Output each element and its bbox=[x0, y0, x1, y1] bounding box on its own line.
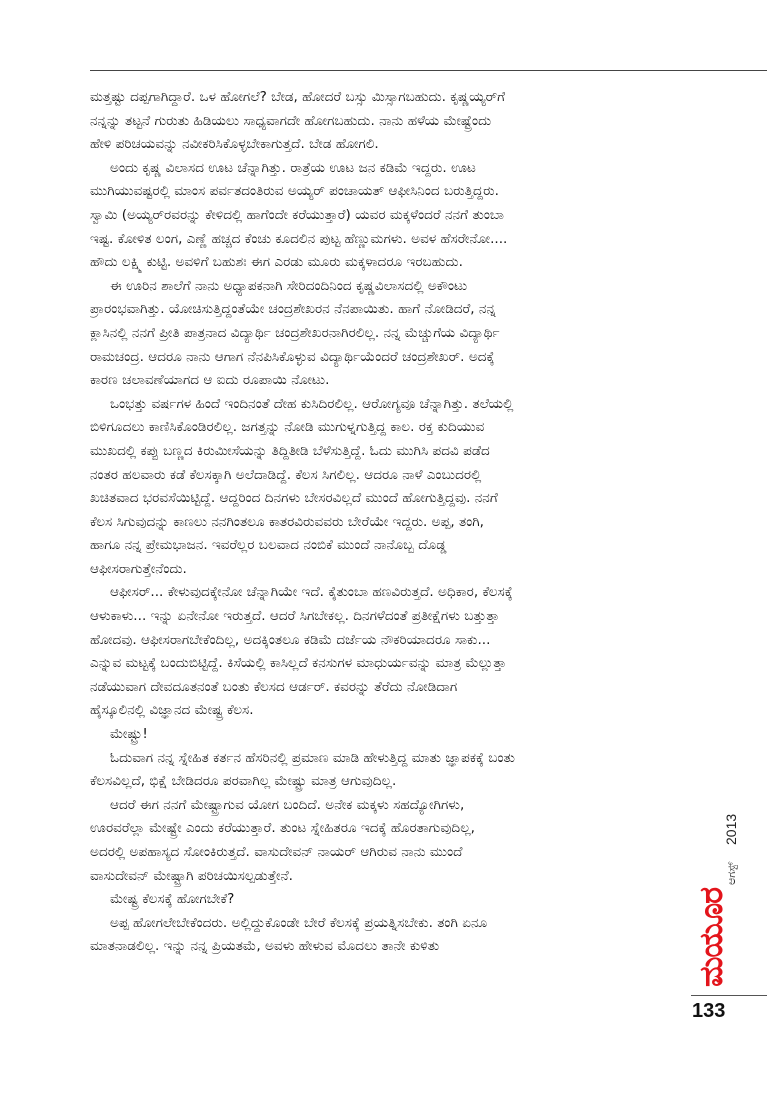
header-rule bbox=[90, 70, 767, 71]
magazine-logo: ಮಯೂರ bbox=[692, 887, 730, 987]
text-line: ಕೆಲಸ ಸಿಗುವುದನ್ನು ಕಾಣಲು ನನಗಿಂತಲೂ ಕಾತರವಿರುವವರು ಬೇರೆಯೇ ಇದ್ದರು. ಅಪ್ಪ, ತಂಗಿ, bbox=[90, 513, 485, 530]
text-line: ಹೌದು ಲಕ್ಷ್ಮಿ ಕುಟ್ಟಿ. ಅವಳಿಗೆ ಬಹುಶಃ ಈಗ ಎರಡು ಮೂರು ಮಕ್ಕಳಾದರೂ ಇರಬಹುದು. bbox=[90, 254, 463, 271]
text-line: ಒಂಭತ್ತು ವರ್ಷಗಳ ಹಿಂದೆ ಇಂದಿನಂತೆ ದೇಹ ಕುಸಿದಿರಲಿಲ್ಲ. ಆರೋಗ್ಯವೂ ಚೆನ್ನಾಗಿತ್ತು. ತಲೆಯಲ್ಲಿ bbox=[110, 395, 514, 412]
text-line: ಆಫೀಸರ್... ಕೇಳುವುದಕ್ಕೇನೋ ಚೆನ್ನಾಗಿಯೇ ಇದೆ. ಕೈತುಂಬಾ ಹಣವಿರುತ್ತದೆ. ಅಧಿಕಾರ, ಕೆಲಸಕ್ಕೆ bbox=[110, 584, 513, 601]
text-line: ಮುಖದಲ್ಲಿ ಕಪ್ಪು ಬಣ್ಣದ ಕಿರುಮೀಸೆಯನ್ನು ತಿದ್ದಿತೀಡಿ ಬೆಳೆಸುತ್ತಿದ್ದೆ. ಓದು ಮುಗಿಸಿ ಪದವಿ ಪಡೆದ bbox=[90, 442, 490, 459]
text-line: ನಡೆಯುವಾಗ ದೇವದೂತನಂತೆ ಬಂತು ಕೆಲಸದ ಆರ್ಡರ್. ಕವರನ್ನು ತೆರೆದು ನೋಡಿದಾಗ bbox=[90, 678, 458, 695]
text-line: ರಾಮಚಂದ್ರ. ಆದರೂ ನಾನು ಆಗಾಗ ನೆನಪಿಸಿಕೊಳ್ಳುವ ವಿದ್ಯಾರ್ಥಿಯೆಂದರೆ ಚಂದ್ರಶೇಖರ್. ಅದಕ್ಕೆ bbox=[90, 348, 495, 365]
text-line: ಬಿಳಿಗೂದಲು ಕಾಣಿಸಿಕೊಂಡಿರಲಿಲ್ಲ. ಜಗತ್ತನ್ನು ನೋಡಿ ಮುಗುಳ್ನಗುತ್ತಿದ್ದ ಕಾಲ. ರಕ್ತ ಕುದಿಯುವ bbox=[90, 419, 485, 436]
text-line: ಖಚಿತವಾದ ಭರವಸೆಯಿಟ್ಟಿದ್ದೆ. ಆದ್ದರಿಂದ ದಿನಗಳು ಬೇಸರವಿಲ್ಲದೆ ಮುಂದೆ ಹೋಗುತ್ತಿದ್ದವು. ನನಗೆ bbox=[90, 490, 498, 507]
page-number: 133 bbox=[692, 1000, 726, 1022]
text-line: ಮತ್ತಷ್ಟು ದಪ್ಪಗಾಗಿದ್ದಾರೆ. ಒಳ ಹೋಗಲೆ? ಬೇಡ, ಹೋದರೆ ಬಸ್ಸು ಮಿಸ್ಸಾಗಬಹುದು. ಕೃಷ್ಣಯ್ಯರ್‌ಗೆ bbox=[90, 89, 506, 105]
issue-month: ಆಗಸ್ಟ್ bbox=[725, 861, 738, 885]
text-line: ಹೋದವು. ಆಫೀಸರಾಗಬೇಕೆಂದಿಲ್ಲ, ಅದಕ್ಕಿಂತಲೂ ಕಡಿಮೆ ದರ್ಜೆಯ ನೌಕರಿಯಾದರೂ ಸಾಕು... bbox=[90, 631, 491, 648]
text-line: ಕೆಲಸವಿಲ್ಲದೆ, ಭಿಕ್ಷೆ ಬೇಡಿದರೂ ಪರವಾಗಿಲ್ಲ ಮೇಷ್ಟ್ರು ಮಾತ್ರ ಆಗುವುದಿಲ್ಲ. bbox=[90, 773, 397, 790]
text-line: ಪ್ರಾರಂಭವಾಗಿತ್ತು. ಯೋಚಿಸುತ್ತಿದ್ದಂತೆಯೇ ಚಂದ್ರಶೇಖರನ ನೆನಪಾಯಿತು. ಹಾಗೆ ನೋಡಿದರೆ, ನನ್ನ bbox=[90, 301, 496, 318]
text-line: ಮೇಷ್ಟ್ರು! bbox=[110, 726, 148, 743]
text-line: ಓದುವಾಗ ನನ್ನ ಸ್ನೇಹಿತ ಕರ್ತನ ಹೆಸರಿನಲ್ಲಿ ಪ್ರಮಾಣ ಮಾಡಿ ಹೇಳುತ್ತಿದ್ದ ಮಾತು ಜ್ಞಾಪಕಕ್ಕೆ ಬಂತು bbox=[110, 749, 515, 766]
text-line: ನನ್ನನ್ನು ತಟ್ಟನೆ ಗುರುತು ಹಿಡಿಯಲು ಸಾಧ್ಯವಾಗದೇ ಹೋಗಬಹುದು. ನಾನು ಹಳೆಯ ಮೇಷ್ಟ್ರೆಂದು bbox=[90, 112, 492, 129]
text-line: ಆಳುಕಾಳು... ಇನ್ನು ಏನೇನೋ ಇರುತ್ತದೆ. ಆದರೆ ಸಿಗಬೇಕಲ್ಲ. ದಿನಗಳೆದಂತೆ ಪ್ರತೀಕ್ಷೆಗಳು ಬತ್ತುತ್ತಾ bbox=[90, 608, 500, 625]
page-number-rule bbox=[691, 995, 767, 996]
text-line: ನಂತರ ಹಲವಾರು ಕಡೆ ಕೆಲಸಕ್ಕಾಗಿ ಅಲೆದಾಡಿದ್ದೆ. ಕೆಲಸ ಸಿಗಲಿಲ್ಲ. ಆದರೂ ನಾಳೆ ಎಂಬುದರಲ್ಲಿ bbox=[90, 466, 482, 483]
text-line: ಎನ್ನುವ ಮಟ್ಟಕ್ಕೆ ಬಂದುಬಿಟ್ಟಿದ್ದೆ. ಕಿಸೆಯಲ್ಲಿ ಕಾಸಿಲ್ಲದೆ ಕನಸುಗಳ ಮಾಧುರ್ಯವನ್ನು ಮಾತ್ರ ಮೆಲ್ಲುತ್ತಾ bbox=[90, 655, 507, 672]
text-line: ಅಪ್ಪ ಹೋಗಲೇಬೇಕೆಂದರು. ಅಲ್ಲಿದ್ದುಕೊಂಡೇ ಬೇರೆ ಕೆಲಸಕ್ಕೆ ಪ್ರಯತ್ನಿಸಬೇಕು. ತಂಗಿ ಏನೂ bbox=[110, 914, 488, 931]
text-line: ಆಫೀಸರಾಗುತ್ತೇನೆಂದು. bbox=[90, 560, 187, 577]
text-line: ಇಷ್ಟ. ಕೋಳಿತ ಲಂಗ, ಎಣ್ಣೆ ಹಚ್ಚದ ಕೆಂಚು ಕೂದಲಿನ ಪುಟ್ಟ ಹೆಣ್ಣುಮಗಳು. ಅವಳ ಹೆಸರೇನೋ.... bbox=[90, 230, 508, 247]
text-line: ಕ್ಲಾಸಿನಲ್ಲಿ ನನಗೆ ಪ್ರೀತಿ ಪಾತ್ರನಾದ ವಿದ್ಯಾರ್ಥಿ ಚಂದ್ರಶೇಖರನಾಗಿರಲಿಲ್ಲ. ನನ್ನ ಮೆಚ್ಚುಗೆಯ ವಿದ್ಯಾರ್ಥಿ bbox=[90, 324, 500, 341]
text-line: ಅದರಲ್ಲಿ ಅಪಹಾಸ್ಯದ ಸೋಂಕಿರುತ್ತದೆ. ವಾಸುದೇವನ್ ನಾಯರ್ ಆಗಿರುವ ನಾನು ಮುಂದೆ bbox=[90, 844, 463, 860]
text-line: ವಾಸುದೇವನ್ ಮೇಷ್ಟ್ರಾಗಿ ಪರಿಚಯಿಸಲ್ಪಡುತ್ತೇನೆ. bbox=[90, 867, 293, 884]
text-line: ಅಂದು ಕೃಷ್ಣ ವಿಲಾಸದ ಊಟ ಚೆನ್ನಾಗಿತ್ತು. ರಾತ್ರೆಯ ಊಟ ಜನ ಕಡಿಮೆ ಇದ್ದರು. ಊಟ bbox=[110, 159, 476, 176]
text-line: ಹೈಸ್ಕೂಲಿನಲ್ಲಿ ವಿಜ್ಞಾನದ ಮೇಷ್ಟ್ರ ಕೆಲಸ. bbox=[90, 702, 254, 719]
text-line: ಸ್ವಾಮಿ (ಅಯ್ಯರ್‌ರವರನ್ನು ಕೇಳಿದಲ್ಲಿ ಹಾಗೆಂದೇ ಕರೆಯುತ್ತಾರೆ) ಯವರ ಮಕ್ಕಳೆಂದರೆ ನನಗೆ ತುಂಬಾ bbox=[90, 206, 504, 223]
text-line: ಈ ಊರಿನ ಶಾಲೆಗೆ ನಾನು ಅಧ್ಯಾಪಕನಾಗಿ ಸೇರಿದಂದಿನಿಂದ ಕೃಷ್ಣವಿಲಾಸದಲ್ಲಿ ಅಕೌಂಟು bbox=[110, 277, 468, 294]
text-line: ಊರವರೆಲ್ಲಾ ಮೇಷ್ಟ್ರೇ ಎಂದು ಕರೆಯುತ್ತಾರೆ. ತುಂಟ ಸ್ನೇಹಿತರೂ ಇದಕ್ಕೆ ಹೊರತಾಗುವುದಿಲ್ಲ, bbox=[90, 820, 475, 837]
magazine-sidebar bbox=[688, 795, 767, 985]
text-line: ಕಾರಣ ಚಲಾವಣೆಯಾಗದ ಆ ಐದು ರೂಪಾಯಿ ನೋಟು. bbox=[90, 372, 330, 389]
article-body bbox=[90, 86, 688, 959]
text-line: ಹಾಗೂ ನನ್ನ ಪ್ರೇಮಭಾಜನ. ಇವರೆಲ್ಲರ ಬಲವಾದ ನಂಬಿಕೆ ಮುಂದೆ ನಾನೊಬ್ಬ ದೊಡ್ಡ bbox=[90, 537, 447, 554]
text-line: ಮಾತನಾಡಲಿಲ್ಲ. ಇನ್ನು ನನ್ನ ಪ್ರಿಯತಮೆ, ಅವಳು ಹೇಳುವ ಮೊದಲು ತಾನೇ ಕುಳಿತು bbox=[90, 938, 440, 955]
text-line: ಹೇಳಿ ಪರಿಚಯವನ್ನು ನವೀಕರಿಸಿಕೊಳ್ಳಬೇಕಾಗುತ್ತದೆ. ಬೇಡ ಹೋಗಲಿ. bbox=[90, 136, 379, 153]
text-line: ಮುಗಿಯುವಷ್ಟರಲ್ಲಿ ಮಾಂಸ ಪರ್ವತದಂತಿರುವ ಅಯ್ಯರ್ ಪಂಚಾಯತ್ ಆಫೀಸಿನಿಂದ ಬರುತ್ತಿದ್ದರು. bbox=[90, 183, 499, 200]
text-line: ಮೇಷ್ಟ್ರ ಕೆಲಸಕ್ಕೆ ಹೋಗಬೇಕೆ? bbox=[110, 891, 235, 908]
issue-year: 2013 bbox=[723, 813, 739, 845]
text-line: ಆದರೆ ಈಗ ನನಗೆ ಮೇಷ್ಟ್ರಾಗುವ ಯೋಗ ಬಂದಿದೆ. ಅನೇಕ ಮಕ್ಕಳು ಸಹದ್ಯೋಗಿಗಳು, bbox=[110, 796, 465, 813]
